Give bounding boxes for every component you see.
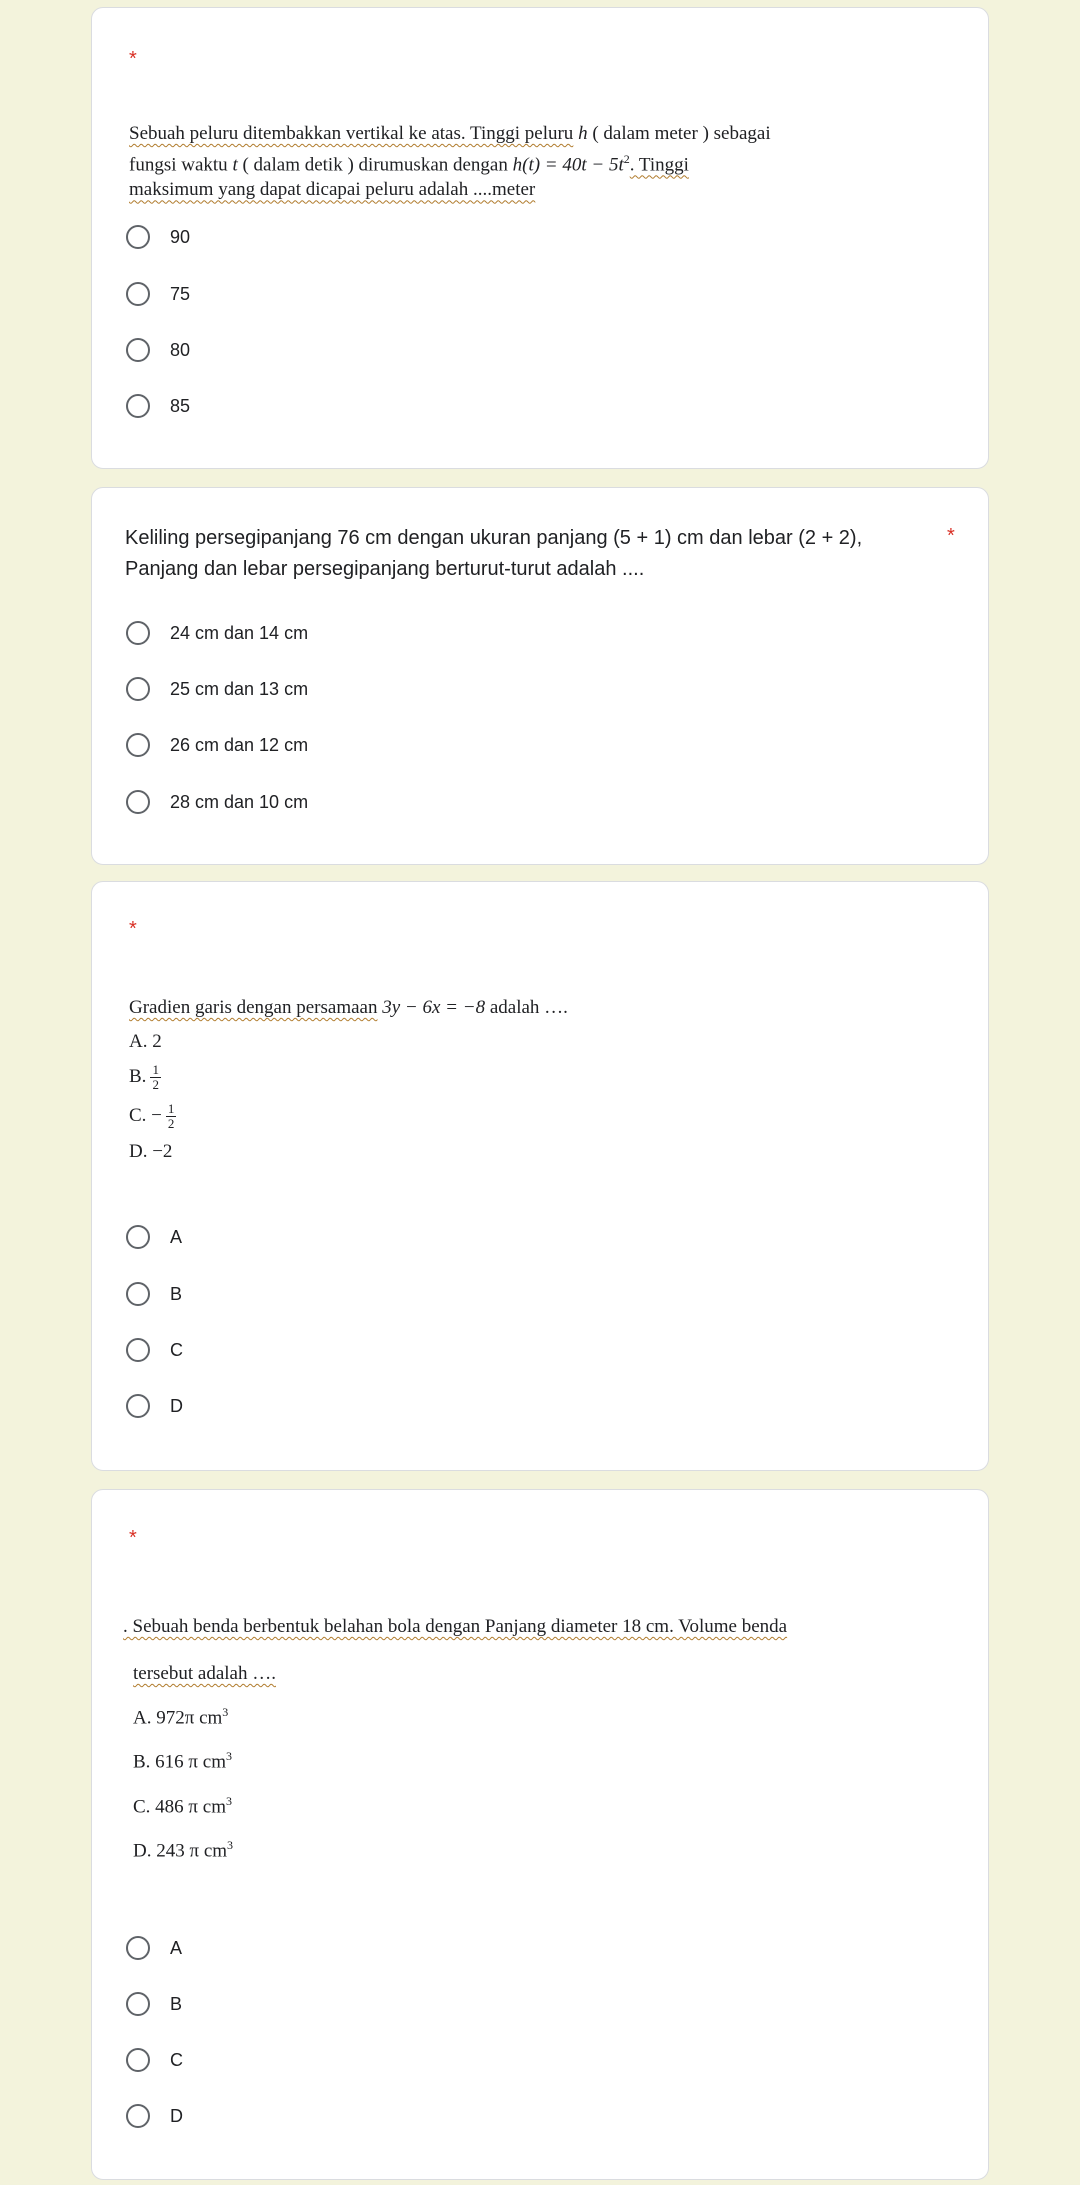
radio-button[interactable] (126, 790, 150, 814)
required-mark: * (129, 48, 137, 70)
option-75[interactable]: 75 (126, 278, 190, 310)
required-mark: * (129, 1527, 137, 1549)
question-4-text: . Sebuah benda berbentuk belahan bola dengan Panjang diameter 18 cm. Volume benda tersebut adalah …. A. 972π $cm^3$ B. 616 π $cm^3$ C. 486 π $cm^3$ D. 243 π $cm^3$ (123, 1616, 788, 1862)
radio-button[interactable] (126, 1394, 150, 1418)
question-1-text: Sebuah peluru ditembakkan vertikal ke atas. Tinggi peluru h ( dalam meter ) sebagai fungsi waktu t ( dalam detik ) dirumuskan dengan $h(t) = 40t - 5t^2$. Tinggi maksimum yang dapat dicapai peluru adalah ....meter (129, 123, 771, 201)
question-3-text: Gradien garis dengan persamaan 3y − 6x = −8 adalah …. A. 2 B. $\frac{1}{2}$ C. − $\frac{1}{2}$ D. −2 (129, 997, 568, 1162)
radio-button[interactable] (126, 1338, 150, 1362)
radio-button[interactable] (126, 394, 150, 418)
option-90[interactable]: 90 (126, 221, 190, 253)
option-28-10[interactable]: 28 cm dan 10 cm (126, 786, 308, 818)
option-a[interactable]: A (126, 1932, 182, 1964)
required-mark: * (947, 525, 955, 547)
option-b[interactable]: B (126, 1278, 182, 1310)
option-b[interactable]: B (126, 1988, 182, 2020)
option-d[interactable]: D (126, 1390, 183, 1422)
question-card-2 (91, 487, 989, 865)
radio-button[interactable] (126, 2104, 150, 2128)
option-85[interactable]: 85 (126, 390, 190, 422)
question-card-4 (91, 1489, 989, 2180)
radio-button[interactable] (126, 338, 150, 362)
option-d[interactable]: D (126, 2100, 183, 2132)
required-mark: * (129, 918, 137, 940)
option-c[interactable]: C (126, 1334, 183, 1366)
radio-button[interactable] (126, 2048, 150, 2072)
radio-button[interactable] (126, 1225, 150, 1249)
option-c[interactable]: C (126, 2044, 183, 2076)
question-2-text: Keliling persegipanjang 76 cm dengan ukuran panjang (5 + 1) cm dan lebar (2 + 2), Panjang dan lebar persegipanjang berturut-turut adalah .... (125, 527, 863, 580)
question-card-3 (91, 881, 989, 1471)
question-card-1 (91, 7, 989, 469)
radio-button[interactable] (126, 621, 150, 645)
option-25-13[interactable]: 25 cm dan 13 cm (126, 673, 308, 705)
radio-button[interactable] (126, 282, 150, 306)
radio-button[interactable] (126, 225, 150, 249)
option-a[interactable]: A (126, 1221, 182, 1253)
radio-button[interactable] (126, 677, 150, 701)
option-26-12[interactable]: 26 cm dan 12 cm (126, 729, 308, 761)
radio-button[interactable] (126, 1936, 150, 1960)
option-80[interactable]: 80 (126, 334, 190, 366)
radio-button[interactable] (126, 733, 150, 757)
radio-button[interactable] (126, 1992, 150, 2016)
radio-button[interactable] (126, 1282, 150, 1306)
option-24-14[interactable]: 24 cm dan 14 cm (126, 617, 308, 649)
